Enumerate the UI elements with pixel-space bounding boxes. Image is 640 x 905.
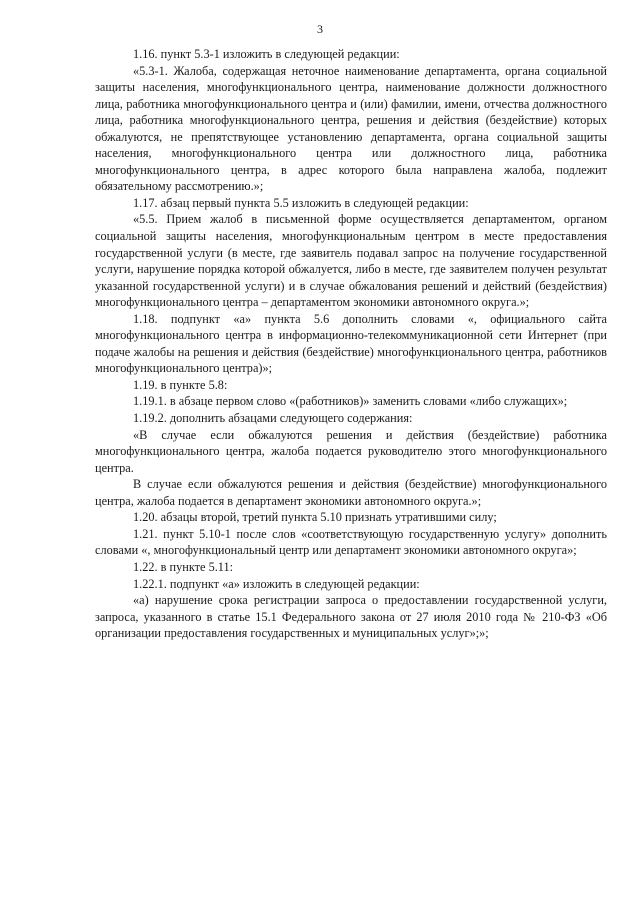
- paragraph-subitem-a-text: «а) нарушение срока регистрации запроса о предоставлении государственной услуги, запроса, указанного в статье 15.1 Федерального закона от 27 июля 2010 года № 210-ФЗ «Об организации предоставления государственных и муниципальных услуг»;»;: [95, 593, 607, 641]
- paragraph-1-21: 1.21. пункт 5.10-1 после слов «соответствующую государственную услугу» дополнить словами «, многофункциональный центр или департамент экономики автономного округа»;: [95, 526, 607, 558]
- paragraph-5-3-1-text: «5.3-1. Жалоба, содержащая неточное наименование департамента, органа социальной защиты населения, многофункционального центра, наименование должности должностного лица, работника многофункционального центра и (или) фамилии, имени, отчества должностного лица, работника многофункционального центра, решения и действия (бездействие) которых обжалуются, не препятствующее установлению департамента, органа социальной защиты населения, многофункционального центра или должностного лица, работника многофункционального центра, в адрес которого была направлена жалоба, подлежит обязательному рассмотрению.»;: [95, 63, 607, 194]
- paragraph-1-22: 1.22. в пункте 5.11:: [133, 559, 234, 574]
- paragraph-5-5-text: «5.5. Прием жалоб в письменной форме осуществляется департаментом, органом социальной защиты населения, многофункциональным центром в месте предоставления государственной услуги (в месте, где заявитель подавал запрос на получение государственной услуги, нарушение порядка которой обжалуется, либо в месте, где заявителем получен результат указанной государственной услуги) и в случае обжалования решений и действий (бездействия) многофункционального центра – департаментом экономики автономного округа.»;: [95, 212, 607, 310]
- paragraph-1-18: 1.18. подпункт «а» пункта 5.6 дополнить словами «, официального сайта многофункционального центра в информационно-телекоммуникационной сети Интернет (при подаче жалобы на решения и действия (бездействие) многофункционального центра, работников многофункционального центра)»;: [95, 311, 607, 376]
- paragraph-1-19-2: 1.19.2. дополнить абзацами следующего содержания:: [133, 411, 413, 426]
- page-number: 3: [317, 22, 323, 36]
- paragraph-1-22-1: 1.22.1. подпункт «а» изложить в следующей редакции:: [133, 576, 420, 591]
- paragraph-1-16: 1.16. пункт 5.3-1 изложить в следующей редакции:: [133, 47, 400, 61]
- paragraph-1-17: 1.17. абзац первый пункта 5.5 изложить в следующей редакции:: [133, 195, 469, 210]
- paragraph-1-19: 1.19. в пункте 5.8:: [133, 377, 228, 392]
- document-body: [95, 46, 607, 642]
- paragraph-1-19-1: 1.19.1. в абзаце первом слово «(работников)» заменить словами «либо служащих»;: [133, 394, 568, 409]
- paragraph-1-20: 1.20. абзацы второй, третий пункта 5.10 признать утратившими силу;: [133, 510, 497, 525]
- paragraph-mfc-complaint: В случае если обжалуются решения и действия (бездействие) многофункционального центра, жалоба подается в департамент экономики автономного округа.»;: [95, 477, 607, 508]
- paragraph-mfc-worker-complaint: «В случае если обжалуются решения и действия (бездействие) работника многофункционального центра, жалоба подается руководителю этого многофункционального центра.: [95, 427, 607, 475]
